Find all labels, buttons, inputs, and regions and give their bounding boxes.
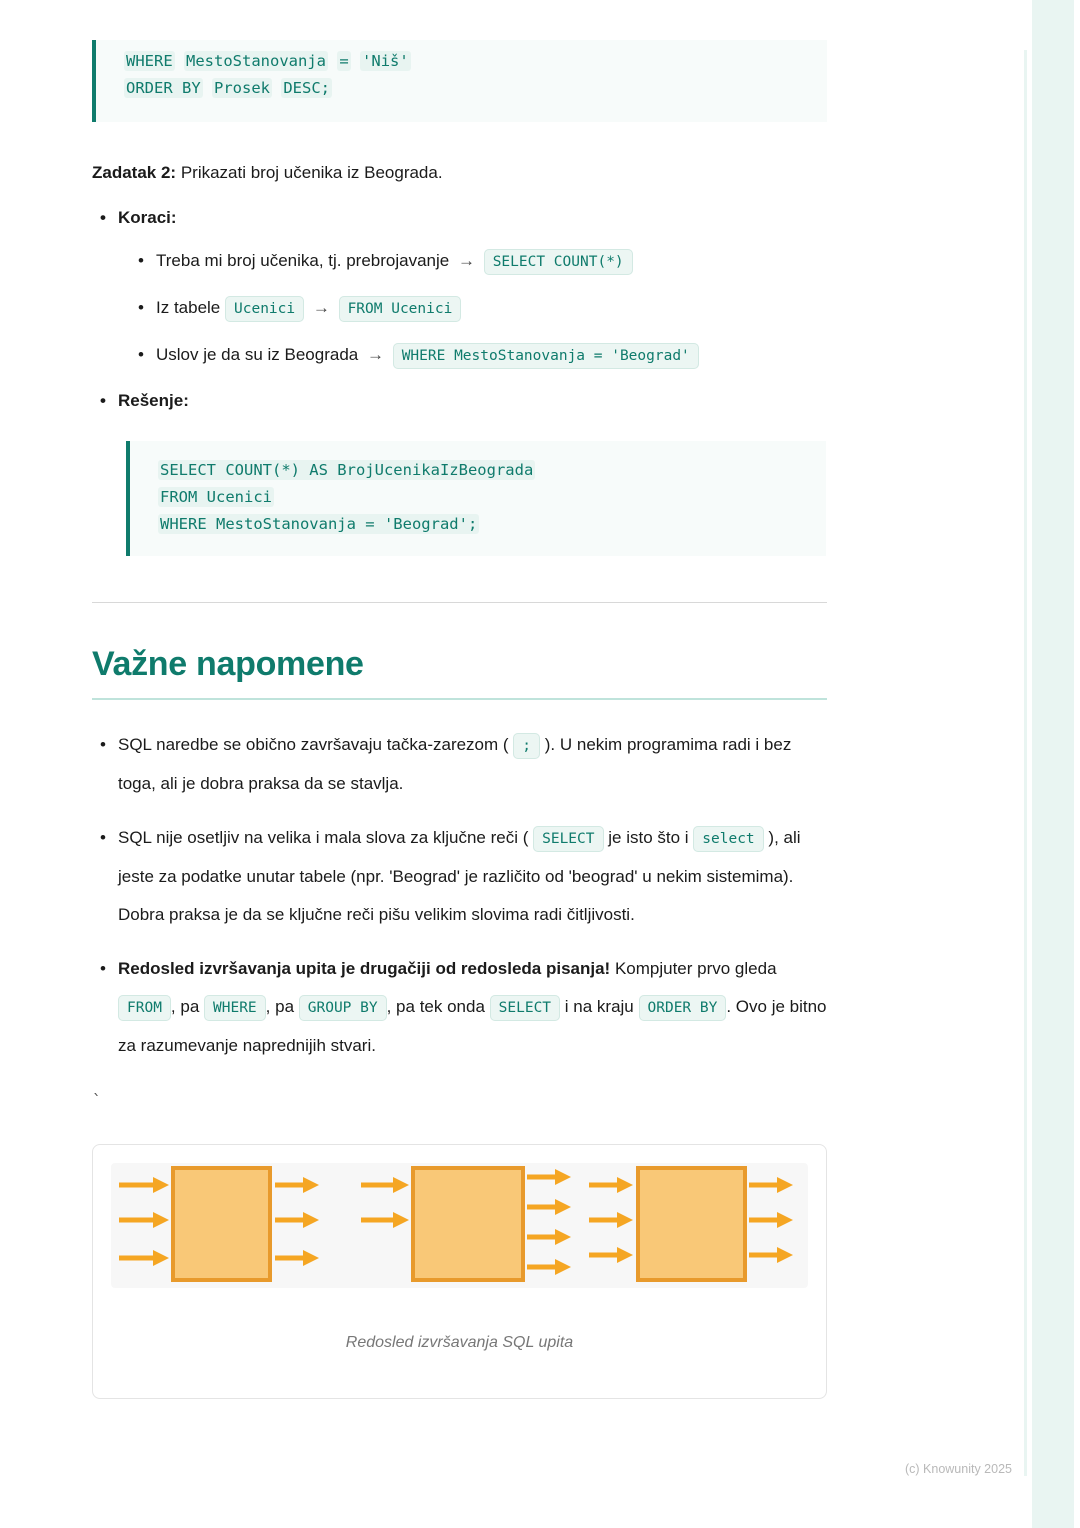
note-item (118, 819, 827, 934)
inline-code: FROM (118, 995, 171, 1021)
korak-item (156, 340, 827, 371)
inline-code: FROM Ucenici (339, 296, 462, 322)
koraci-heading (118, 204, 827, 371)
task-2-list (92, 204, 827, 415)
stray-backtick: ` (92, 1091, 102, 1110)
figure-canvas (111, 1163, 808, 1288)
inline-code: GROUP BY (299, 995, 387, 1021)
code-block-solution (126, 441, 826, 556)
code-line (158, 484, 808, 511)
notes-list (92, 726, 827, 1065)
inline-code: SELECT (533, 826, 603, 852)
note-text: je isto što i (608, 828, 689, 847)
koraci-label: Koraci: (118, 208, 177, 227)
copyright-notice: (c) Knowunity 2025 (904, 1462, 1012, 1476)
korak-text: Iz tabele (156, 298, 221, 317)
note-text: , pa (265, 997, 295, 1016)
inline-code: WHERE MestoStanovanja = 'Beograd' (393, 343, 699, 369)
code-text: SELECT COUNT(*) AS BrojUcenikaIzBeograda (160, 461, 534, 479)
page-content (92, 40, 827, 1399)
code-text: WHERE MestoStanovanja = 'Beograd'; (160, 515, 478, 533)
koraci-list (118, 246, 827, 371)
page-edge-strip (1032, 0, 1074, 1528)
note-text: SQL naredbe se obično završavaju tačka-zarezom ( (118, 735, 509, 754)
section-divider (92, 602, 827, 603)
korak-item (156, 246, 827, 277)
code-line: WHERE MestoStanovanja = 'Niš' (126, 52, 409, 70)
note-item (118, 726, 827, 803)
note-item (118, 950, 827, 1065)
inline-code: select (693, 826, 763, 852)
task-2-text: Prikazati broj učenika iz Beograda. (176, 163, 443, 182)
page-edge-line (1024, 50, 1027, 1476)
code-line (158, 457, 808, 484)
inline-code: SELECT (490, 995, 560, 1021)
korak-text: Uslov je da su iz Beograda (156, 345, 359, 364)
note-text: i na kraju (564, 997, 634, 1016)
note-text: ), ali jeste za podatke unutar tabele (npr. 'Beograd' je različito od 'beograd' u nekim sistemima). Dobra praksa je da se ključne reči pišu velikim slovima radi čitljivosti. (118, 828, 801, 924)
inline-code: WHERE (204, 995, 266, 1021)
code-line: ORDER BY Prosek DESC; (126, 79, 331, 97)
arrow-right-icon: → (366, 345, 384, 364)
code-block-top (92, 40, 827, 122)
arrow-right-icon: → (312, 298, 330, 317)
korak-item (156, 293, 827, 324)
note-bold-lead: Redosled izvršavanja upita je drugačiji od redosleda pisanja! (118, 959, 611, 978)
code-line (158, 511, 808, 538)
figure-caption: Redosled izvršavanja SQL upita (345, 1334, 574, 1351)
note-text: Kompjuter prvo gleda (614, 959, 777, 978)
inline-code: ORDER BY (639, 995, 727, 1021)
inline-code: Ucenici (225, 296, 304, 322)
korak-text: Treba mi broj učenika, tj. prebrojavanje (156, 251, 450, 270)
note-text: , pa tek onda (386, 997, 485, 1016)
task-2-label: Zadatak 2: (92, 163, 177, 182)
page-edge-strip-inner (1027, 50, 1032, 1478)
resenje-label: Rešenje: (118, 391, 189, 410)
task-2-heading (92, 160, 827, 186)
inline-code: ; (513, 733, 540, 759)
sql-execution-order-diagram (111, 1163, 808, 1288)
note-text: ). U nekim programima radi i bez toga, ali je dobra praksa da se stavlja. (118, 735, 792, 793)
arrow-right-icon: → (457, 251, 475, 270)
code-text: FROM Ucenici (160, 488, 272, 506)
note-text: SQL nije osetljiv na velika i mala slova za ključne reči ( (118, 828, 529, 847)
inline-code: SELECT COUNT(*) (484, 249, 633, 275)
section-title-rule (92, 698, 827, 700)
resenje-heading (118, 387, 827, 415)
note-text: . Ovo je bitno za razumevanje naprednijih stvari. (118, 997, 827, 1055)
section-title: Važne napomene (92, 645, 364, 683)
note-text: , pa (170, 997, 200, 1016)
figure-sql-order (92, 1144, 827, 1399)
